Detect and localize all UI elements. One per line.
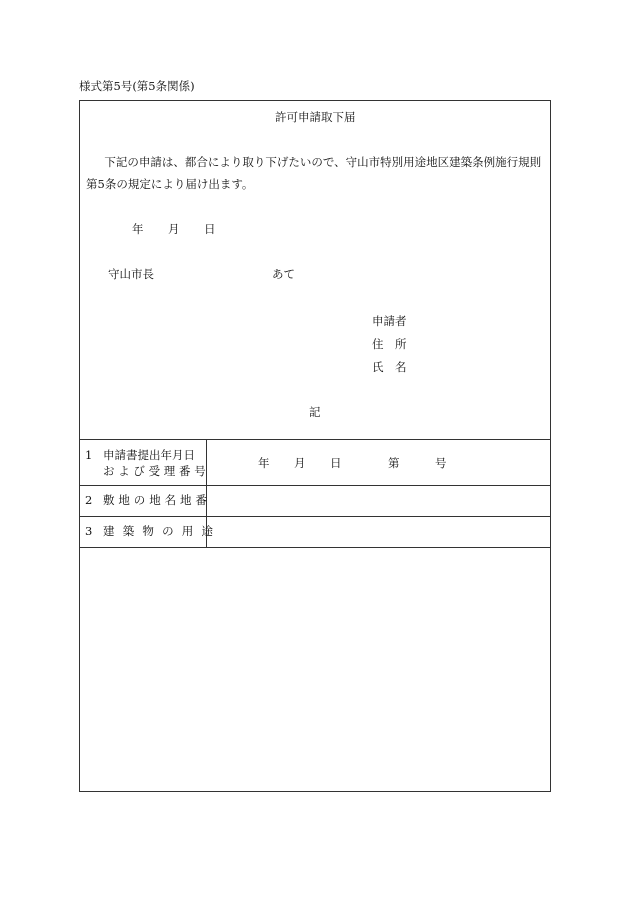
- table-top-border: [80, 439, 550, 440]
- row-1-label-line1-text: 申請書提出年月日: [103, 448, 195, 462]
- row-1-month: 月: [294, 456, 306, 470]
- applicant-label: 申請者: [372, 314, 407, 328]
- row-1-label-line1: [103, 450, 202, 462]
- date-month-label: 月: [168, 222, 180, 236]
- row-1-number: 1: [85, 448, 93, 462]
- date-year-label: 年: [132, 222, 144, 236]
- addressee-name: 守山市長: [108, 267, 154, 281]
- row-divider-3: [80, 547, 550, 548]
- date-day-label: 日: [204, 222, 216, 236]
- row-1-label-line2: および受理番号: [103, 464, 210, 478]
- row-2-label: 敷地の地名地番: [103, 493, 211, 507]
- row-divider-2: [80, 516, 550, 517]
- row-divider-1: [80, 485, 550, 486]
- row-3-number: 3: [85, 524, 93, 538]
- form-box: [79, 100, 551, 792]
- row-3-label: 建築物の用途: [103, 524, 222, 538]
- row-1-number-prefix: 第: [388, 456, 400, 470]
- ki-label: 記: [309, 405, 321, 419]
- row-1-day: 日: [330, 456, 342, 470]
- form-number: 様式第5号(第5条関係): [79, 79, 195, 93]
- form-title: 許可申請取下届: [275, 110, 356, 124]
- row-1-number-suffix: 号: [435, 456, 447, 470]
- row-1-year: 年: [258, 456, 270, 470]
- addressee-suffix: あて: [272, 267, 295, 281]
- applicant-name-label: 氏 名: [372, 360, 407, 374]
- request-body-text: 下記の申請は、都合により取り下げたいので、守山市特別用途地区建築条例施行規則第5条の規定により届け出ます。: [86, 155, 542, 191]
- applicant-address-label: 住 所: [372, 337, 407, 351]
- row-2-number: 2: [85, 493, 93, 507]
